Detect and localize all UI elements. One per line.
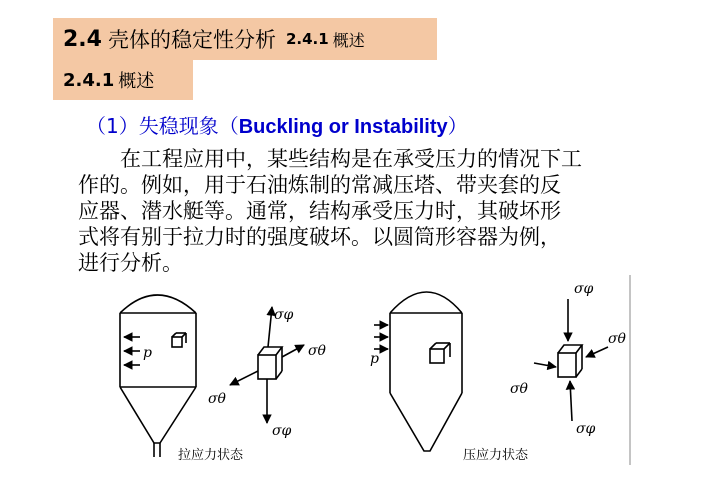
- label-sigma-theta-right-right: σθ: [608, 331, 626, 347]
- label-sigma-phi-right: σφ: [574, 281, 594, 297]
- compression-element: [534, 299, 608, 421]
- stress-state-figure: [112, 275, 632, 465]
- subsection-title: 概述: [332, 30, 365, 50]
- heading-english: Buckling or Instability: [238, 116, 448, 138]
- section-number: 2.4: [63, 26, 102, 52]
- paragraph-line: 在工程应用中，某些结构是在承受压力的情况下工: [78, 147, 582, 171]
- subheader-bar: [53, 60, 193, 100]
- label-sigma-theta-left-right: σθ: [308, 343, 326, 359]
- section-title: 壳体的稳定性分析: [107, 28, 276, 52]
- paragraph-line: 应器、潜水艇等。通常，结构承受压力时，其破坏形: [78, 199, 561, 223]
- label-sigma-theta-left: σθ: [208, 391, 226, 407]
- subheader-number: 2.4.1: [63, 69, 115, 91]
- subheader-title: 概述: [118, 71, 155, 92]
- body-paragraph: [78, 146, 650, 276]
- caption-compression: 压应力状态: [463, 448, 529, 463]
- paragraph-line: 作的。例如，用于石油炼制的常减压塔、带夹套的反: [78, 173, 561, 197]
- label-p-right: p: [370, 351, 379, 367]
- subsection-number: 2.4.1: [285, 30, 329, 48]
- left-vessel: [120, 295, 196, 457]
- label-sigma-theta-right: σθ: [510, 381, 528, 397]
- external-pressure-arrows: [374, 325, 388, 349]
- label-sigma-phi-left-bottom: σφ: [272, 423, 292, 439]
- heading-prefix: （1）失稳现象（: [86, 114, 239, 138]
- label-p-left: p: [143, 345, 152, 361]
- paragraph-line: 式将有别于拉力时的强度破坏。以圆筒形容器为例，: [78, 225, 561, 249]
- caption-tension: 拉应力状态: [178, 448, 244, 463]
- label-sigma-phi-right-bottom: σφ: [576, 421, 596, 437]
- section-heading: [86, 110, 468, 139]
- tension-element: [230, 307, 304, 423]
- title-bar: [53, 18, 437, 60]
- internal-pressure-arrows: [124, 337, 140, 365]
- paragraph-line: 进行分析。: [78, 251, 183, 275]
- heading-suffix: ）: [447, 114, 468, 138]
- right-vessel: [374, 292, 462, 451]
- label-sigma-phi-left: σφ: [274, 307, 294, 323]
